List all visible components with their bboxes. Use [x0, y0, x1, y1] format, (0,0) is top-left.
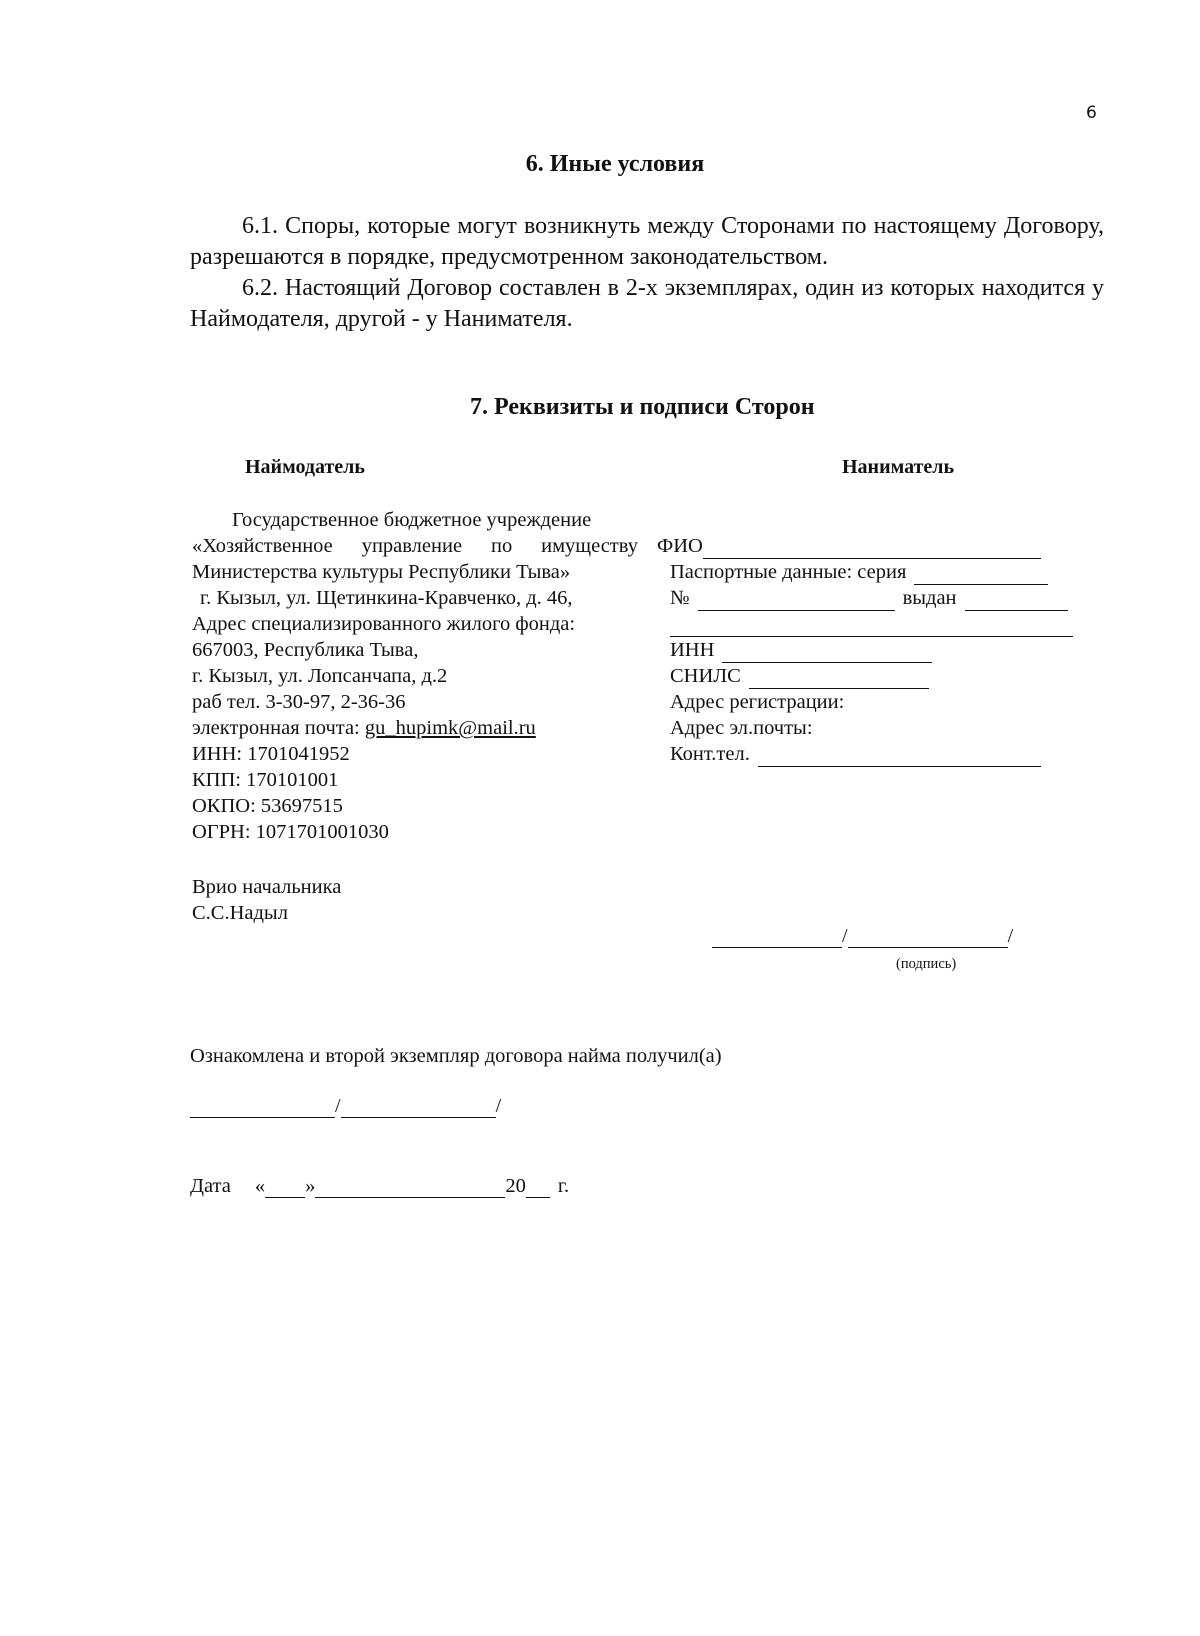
day-field[interactable] — [265, 1178, 305, 1198]
year-field[interactable] — [526, 1178, 550, 1198]
landlord-line: г. Кызыл, ул. Лопсанчапа, д.2 — [192, 665, 448, 687]
signature-name-field[interactable] — [848, 928, 1008, 948]
acknowledgement-signature-line — [190, 1095, 501, 1118]
tenant-passport-row — [657, 559, 1073, 585]
phone-label: Конт.тел. — [670, 743, 750, 765]
ack-name-field[interactable] — [341, 1098, 496, 1118]
landlord-okpo: ОКПО: 53697515 — [192, 795, 343, 817]
tenant-inn-label: ИНН — [670, 639, 715, 661]
tenant-email-row — [657, 715, 1073, 741]
tenant-inn-field[interactable] — [722, 643, 932, 663]
email-label: электронная почта: — [192, 717, 365, 739]
issued-continued-field[interactable] — [670, 617, 1073, 637]
acknowledgement-text: Ознакомлена и второй экземпляр договора найма получил(а) — [190, 1045, 722, 1067]
landlord-line: «Хозяйственное управление по имуществу — [192, 535, 638, 557]
snils-label: СНИЛС — [670, 665, 741, 687]
landlord-line: г. Кызыл, ул. Щетинкина-Кравченко, д. 46, — [200, 587, 573, 609]
landlord-kpp: КПП: 170101001 — [192, 769, 339, 791]
landlord-heading: Наймодатель — [245, 456, 365, 478]
tenant-phone-row — [657, 741, 1073, 767]
snils-field[interactable] — [749, 669, 929, 689]
date-label: Дата — [190, 1175, 231, 1197]
slash: / — [335, 1095, 341, 1117]
tenant-fio-row — [657, 533, 1073, 559]
clause-6-1: 6.1. Споры, которые могут возникнуть между Сторонами по настоящему Договору, разрешаются в порядке, предусмотренном законодательством. — [190, 213, 1104, 270]
month-field[interactable] — [315, 1178, 505, 1198]
signature-field[interactable] — [712, 928, 842, 948]
issued-field[interactable] — [965, 591, 1068, 611]
fio-label: ФИО — [657, 535, 703, 557]
phone-field[interactable] — [758, 747, 1041, 767]
reg-address-label: Адрес регистрации: — [670, 691, 845, 713]
signature-caption: (подпись) — [896, 956, 957, 972]
landlord-line: Министерства культуры Республики Тыва» — [192, 561, 571, 583]
email-link[interactable]: gu_hupimk@mail.ru — [364, 717, 536, 739]
landlord-line: Адрес специализированного жилого фонда: — [192, 613, 576, 635]
passport-label: Паспортные данные: серия — [670, 561, 907, 583]
tenant-details — [657, 533, 1073, 767]
signatory-name: С.С.Надыл — [192, 902, 288, 924]
number-label: № — [670, 587, 690, 609]
date-line — [190, 1175, 569, 1198]
tenant-number-row — [657, 585, 1073, 611]
landlord-inn: ИНН: 1701041952 — [192, 743, 350, 765]
tenant-reg-address-row — [657, 689, 1073, 715]
slash: / — [842, 925, 848, 947]
tenant-snils-row — [657, 663, 1073, 689]
slash: / — [495, 1095, 502, 1117]
issued-label: выдан — [902, 587, 957, 609]
tenant-issued-continued-row — [657, 611, 1073, 637]
landlord-ogrn: ОГРН: 1071701001030 — [192, 821, 389, 843]
landlord-line: 667003, Республика Тыва, — [192, 639, 419, 661]
year-prefix: 20 — [505, 1175, 526, 1197]
landlord-signatory — [192, 874, 341, 926]
tenant-signature-line — [712, 925, 1013, 948]
tenant-heading: Наниматель — [842, 456, 955, 478]
close-quote: » — [305, 1175, 316, 1197]
clause-6-2: 6.2. Настоящий Договор составлен в 2-х экземплярах, один из которых находится у Наймодателя, другой - у Нанимателя. — [190, 275, 1104, 332]
ack-signature-field[interactable] — [190, 1098, 335, 1118]
open-quote: « — [254, 1175, 266, 1197]
tenant-email-label: Адрес эл.почты: — [670, 717, 813, 739]
section-6-title: 6. Иные условия — [525, 151, 705, 177]
year-suffix: г. — [557, 1175, 570, 1197]
slash: / — [1007, 925, 1014, 947]
landlord-line: раб тел. 3-30-97, 2-36-36 — [192, 691, 406, 713]
landlord-email-row — [192, 715, 638, 741]
tenant-inn-row — [657, 637, 1073, 663]
signatory-position: Врио начальника — [192, 876, 342, 898]
fio-field[interactable] — [703, 539, 1041, 559]
section-7-title: 7. Реквизиты и подписи Сторон — [470, 394, 815, 420]
passport-number-field[interactable] — [698, 591, 895, 611]
landlord-line: Государственное бюджетное учреждение — [232, 509, 592, 531]
passport-series-field[interactable] — [914, 565, 1048, 585]
landlord-details — [192, 507, 638, 845]
page-number: 6 — [1086, 103, 1097, 123]
